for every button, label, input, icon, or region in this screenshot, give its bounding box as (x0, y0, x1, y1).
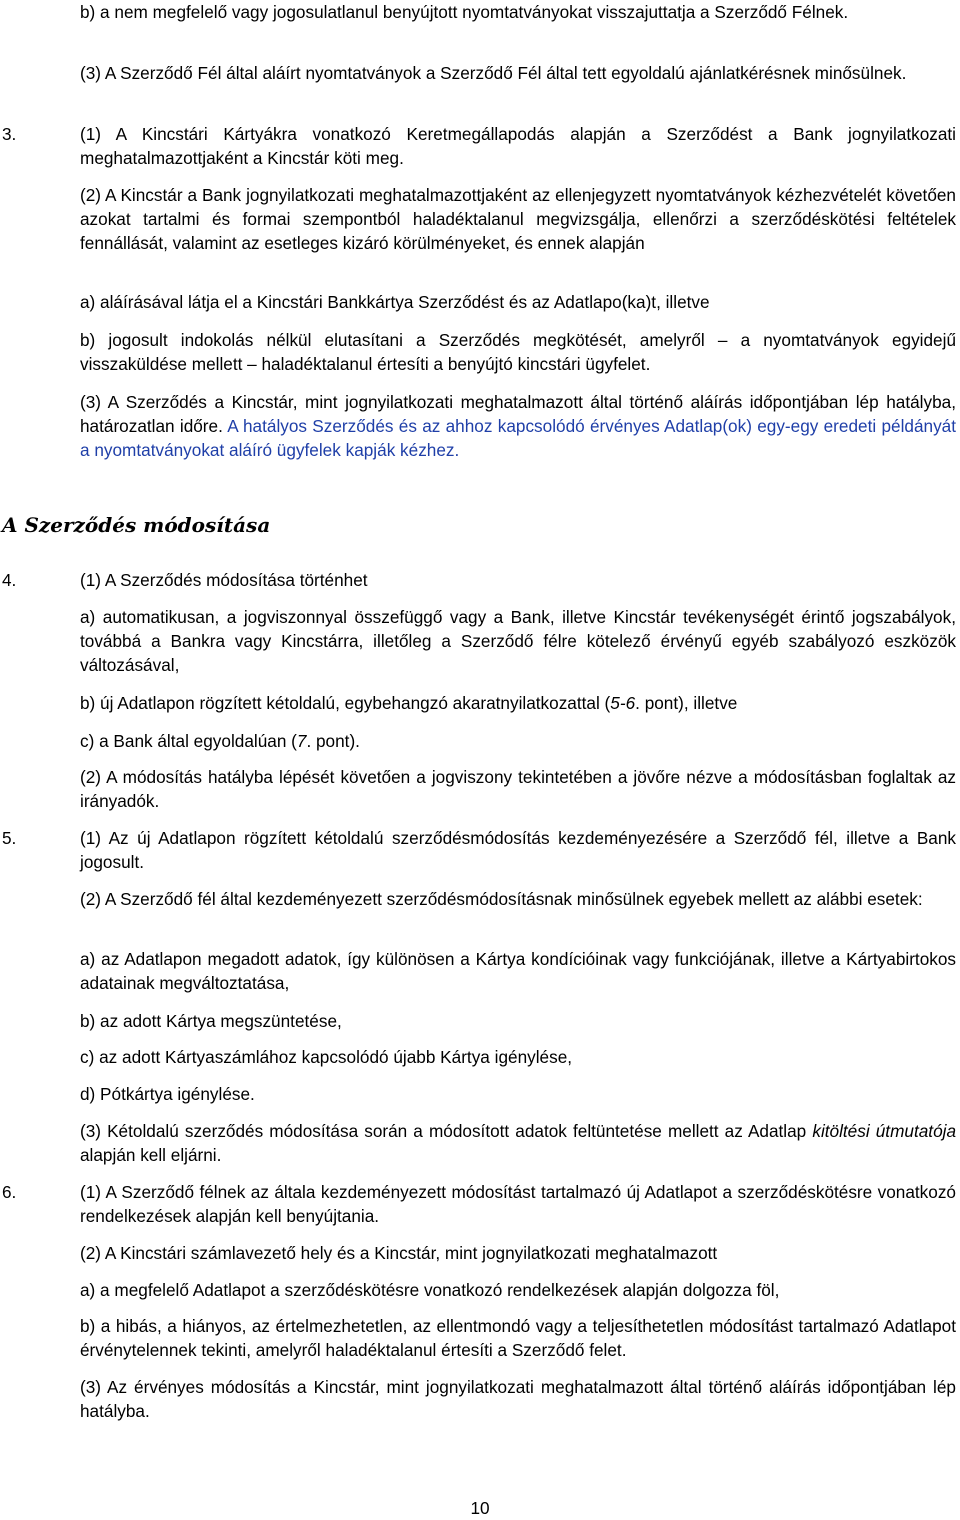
section-4-paragraph-1: (1) A Szerződés módosítása történhet (80, 570, 368, 590)
section-3-paragraph-3-part-1: (3) A Szerződés a Kincstár, mint jognyilatkozati meghatalmazott által történő aláírás időpontjában lép hatályba, határozatlan időre. (80, 392, 956, 436)
section-5-paragraph-1: (1) Az új Adatlapon rögzített kétoldalú szerződésmódosítás kezdeményezésére a Szerződő fél, illetve a Bank jogosult. (80, 828, 956, 872)
section-5-item-b: b) az adott Kártya megszüntetése, (80, 1011, 342, 1031)
section-6-item-a: a) a megfelelő Adatlapot a szerződéskötésre vonatkozó rendelkezések alapján dolgozza föl, (80, 1280, 780, 1300)
section-4-item-c-tail: . pont). (306, 731, 360, 751)
paragraph-3-signed-forms: (3) A Szerződő Fél által aláírt nyomtatványok a Szerződő Fél által tett egyoldalú ajánlatkérésnek minősülnek. (80, 63, 907, 83)
section-4-item-b-ref: 5-6 (610, 693, 636, 713)
paragraph-b-return-forms: b) a nem megfelelő vagy jogosulatlanul benyújtott nyomtatványokat visszajuttatja a Szerződő Félnek. (80, 2, 849, 22)
section-5-paragraph-3 (80, 1119, 956, 1167)
section-5-item-c: c) az adott Kártyaszámlához kapcsolódó újabb Kártya igénylése, (80, 1047, 573, 1067)
section-number-3: 3. (2, 124, 17, 144)
section-3-paragraph-2: (2) A Kincstár a Bank jognyilatkozati meghatalmazottjaként az ellenjegyzett nyomtatványok kézhezvételét követően azokat tartalmi és formai szempontból haladéktalanul megvizsgálja, ellenőrzi a szerződéskötési feltételek fennállását, valamint az esetleges kizáró körülményeket, és ennek alapján (80, 185, 956, 253)
section-number-6: 6. (2, 1182, 17, 1202)
section-3-paragraph-3 (80, 390, 956, 462)
section-5-paragraph-2: (2) A Szerződő fél által kezdeményezett szerződésmódosításnak minősülnek egyebek mellett az alábbi esetek: (80, 889, 923, 909)
section-6-paragraph-2: (2) A Kincstári számlavezető hely és a Kincstár, mint jognyilatkozati meghatalmazott (80, 1243, 718, 1263)
section-5-item-a: a) az Adatlapon megadott adatok, így különösen a Kártya kondícióinak vagy funkciójának, illetve a Kártyabirtokos adatainak megváltoztatása, (80, 949, 956, 993)
section-3-item-a: a) aláírásával látja el a Kincstári Bankkártya Szerződést és az Adatlapo(ka)t, illetve (80, 292, 710, 312)
section-3-paragraph-1: (1) A Kincstári Kártyákra vonatkozó Keretmegállapodás alapján a Szerződést a Bank jognyilatkozati meghatalmazottjaként a Kincstár köti meg. (80, 124, 956, 168)
section-4-item-c-ref: 7 (296, 731, 307, 751)
section-6-item-b: b) a hibás, a hiányos, az értelmezhetetlen, az ellentmondó vagy a teljesíthetetlen módosítást tartalmazó Adatlapot érvénytelennek tekinti, amelyről haladéktalanul értesíti a Szerződő felet. (80, 1316, 956, 1360)
section-heading-amendment: A Szerződés módosítása (2, 513, 271, 537)
section-4-paragraph-2: (2) A módosítás hatályba lépését követően a jogviszony tekintetében a jövőre nézve a módosításban foglaltak az irányadók. (80, 767, 956, 811)
section-3-paragraph-3-part-2: A hatályos Szerződés és az ahhoz kapcsolódó érvényes Adatlap(ok) egy-egy eredeti példányát a nyomtatványokat aláíró ügyfelek kapják kézhez. (80, 416, 956, 460)
section-number-4: 4. (2, 570, 17, 590)
section-5-paragraph-3-italic: kitöltési útmutatója (812, 1121, 957, 1141)
section-6-paragraph-1: (1) A Szerződő félnek az általa kezdeményezett módosítást tartalmazó új Adatlapot a szerződéskötésre vonatkozó rendelkezések alapján kell benyújtania. (80, 1182, 956, 1226)
section-6-paragraph-3: (3) Az érvényes módosítás a Kincstár, mint jognyilatkozati meghatalmazott által történő aláírás időpontjában lép hatályba. (80, 1377, 956, 1421)
section-4-item-b-tail: . pont), illetve (635, 693, 738, 713)
section-4-item-c (80, 729, 956, 753)
section-5-paragraph-3-text: (3) Kétoldalú szerződés módosítása során a módosított adatok feltüntetése mellett az Adatlap (80, 1121, 813, 1141)
section-4-item-b (80, 691, 956, 715)
section-4-item-a: a) automatikusan, a jogviszonnyal összefüggő vagy a Bank, illetve Kincstár tevékenységét érintő jogszabályok, továbbá a Bankra vagy Kincstárra, illetőleg a Szerződő félre kötelező érvényű egyéb szabályozó eszközök változásával, (80, 607, 956, 675)
section-4-item-c-text: c) a Bank által egyoldalúan ( (80, 731, 297, 751)
section-number-5: 5. (2, 828, 17, 848)
section-5-item-d: d) Pótkártya igénylése. (80, 1084, 255, 1104)
page-number: 10 (470, 1498, 490, 1518)
section-5-paragraph-3-tail: alapján kell eljárni. (80, 1145, 222, 1165)
section-3-item-b: b) jogosult indokolás nélkül elutasítani a Szerződés megkötését, amelyről – a nyomtatványok egyidejű visszaküldése mellett – haladéktalanul értesíti a benyújtó kincstári ügyfelet. (80, 330, 956, 374)
section-4-item-b-text: b) új Adatlapon rögzített kétoldalú, egybehangzó akaratnyilatkozattal ( (80, 693, 611, 713)
